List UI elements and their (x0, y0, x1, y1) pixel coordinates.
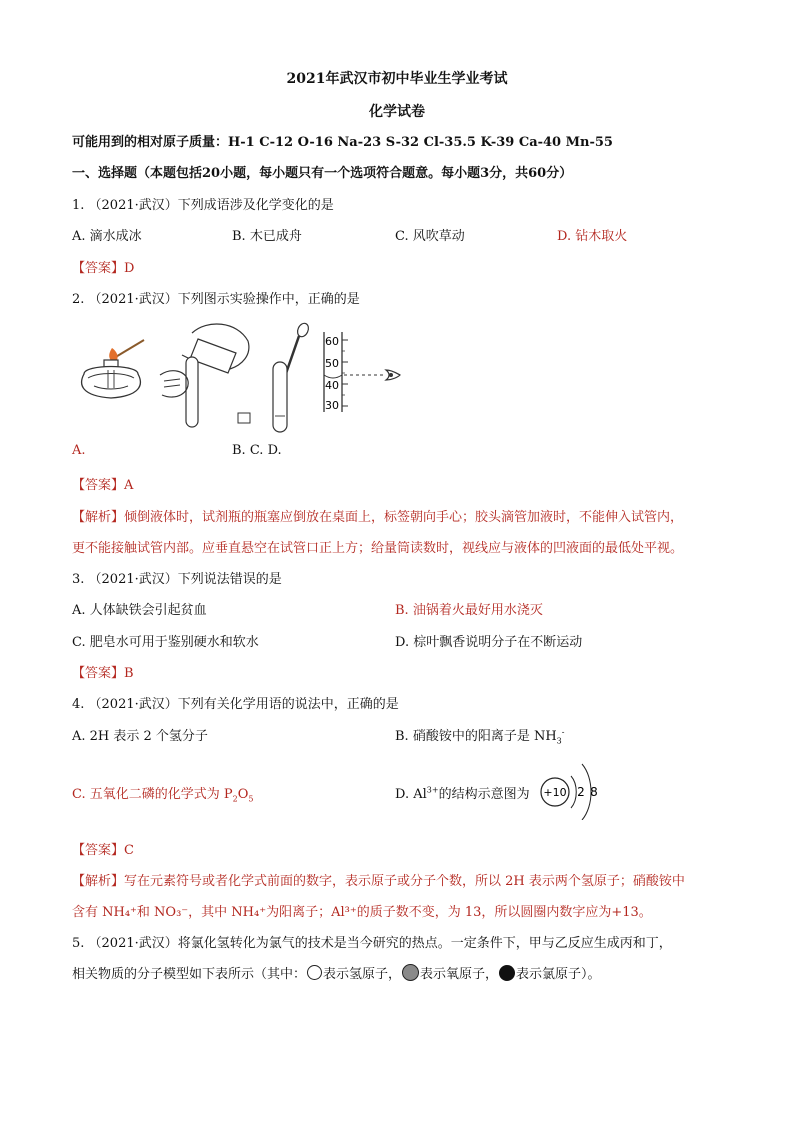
q3-option-c: C. 肥皂水可用于鉴别硬水和软水 (72, 635, 259, 650)
q3-option-b: B. 油锅着火最好用水浇灭 (395, 603, 543, 618)
match-stick (114, 340, 144, 358)
q4-answer: 【答案】C (72, 843, 134, 858)
exam-title: 2021年武汉市初中毕业生学业考试 (286, 71, 508, 87)
q3-option-a: A. 人体缺铁会引起贫血 (72, 603, 207, 618)
q1-option-d: D. 钻木取火 (557, 229, 628, 244)
electron-shell-1 (571, 776, 576, 808)
tick-50: 50 (325, 357, 339, 370)
q5-stem: 5. （2021·武汉）将氯化氢转化为氯气的技术是当今研究的热点。一定条件下，甲与乙反应生成丙和丁， (72, 936, 672, 951)
q4-analysis-line1: 【解析】写在元素符号或者化学式前面的数字，表示原子或分子个数，所以 2H 表示两个氢原子；硝酸铵中 (72, 874, 685, 889)
dropper-figure (265, 320, 320, 435)
q1-answer: 【答案】D (72, 261, 135, 276)
test-tube (273, 362, 287, 432)
q4-option-d: D. $Al^{3+}$的结构示意图为 (395, 785, 530, 802)
shell-1-count: 2 (577, 785, 585, 799)
exam-subtitle: 化学试卷 (369, 104, 425, 120)
q4-analysis-line2: 含有 NH₄⁺和 NO₃⁻，其中 NH₄⁺为阳离子；Al³⁺的质子数不变，为 13，所以圆圈内数字应为+13。 (72, 905, 652, 920)
q1-option-a: A. 滴水成冰 (72, 229, 142, 244)
nucleus-charge: +10 (543, 786, 567, 799)
q2-stem: 2. （2021·武汉）下列图示实验操作中，正确的是 (72, 292, 360, 307)
q3-option-d: D. 棕叶飘香说明分子在不断运动 (395, 635, 583, 650)
q1-stem: 1. （2021·武汉）下列成语涉及化学变化的是 (72, 198, 334, 213)
q4-option-b: B. 硝酸铵中的阳离子是 $NH_3^-$ (395, 727, 565, 746)
bottle-stopper (238, 413, 250, 423)
q1-option-b: B. 木已成舟 (232, 229, 302, 244)
section-heading: 一、选择题（本题包括20小题，每小题只有一个选项符合题意。每小题3分，共60分） (72, 166, 573, 181)
q2-options-bcd: B. C. D. (232, 443, 282, 458)
q2-answer: 【答案】A (72, 478, 134, 493)
q1-option-c: C. 风吹草动 (395, 229, 465, 244)
q5-legend-line: 相关物质的分子模型如下表所示（其中： 表示氢原子， 表示氧原子， 表示氯原子）。 (72, 963, 601, 982)
alcohol-lamp-figure (74, 330, 149, 410)
atomic-mass-line: 可能用到的相对原子质量：H-1 C-12 O-16 Na-23 S-32 Cl-35.5 K-39 Ca-40 Mn-55 (72, 135, 613, 150)
q4-option-a: A. 2H 表示 2 个氢分子 (72, 729, 208, 744)
tick-60: 60 (325, 335, 339, 348)
graduated-cylinder-figure (320, 328, 405, 416)
q3-answer: 【答案】B (72, 666, 134, 681)
oxygen-atom-icon (402, 964, 419, 981)
hydrogen-atom-icon (307, 965, 322, 980)
q2-option-a: A. (72, 443, 86, 458)
q4-stem: 4. （2021·武汉）下列有关化学用语的说法中，正确的是 (72, 697, 399, 712)
tick-30: 30 (325, 399, 339, 412)
q3-stem: 3. （2021·武汉）下列说法错误的是 (72, 572, 282, 587)
q4-option-c: C. 五氧化二磷的化学式为 $P_2O_5$ (72, 787, 254, 804)
shell-2-count: 8 (590, 785, 598, 799)
tick-40: 40 (325, 379, 339, 392)
test-tube (186, 357, 198, 427)
q2-analysis-line1: 【解析】倾倒液体时，试剂瓶的瓶塞应倒放在桌面上，标签朝向手心；胶头滴管加液时，不能伸入试管内， (72, 510, 684, 525)
ion-structure-diagram (538, 758, 608, 820)
q2-analysis-line2: 更不能接触试管内部。应垂直悬空在试管口正上方；给量筒读数时，视线应与液体的凹液面的最低处平视。 (72, 541, 684, 556)
chlorine-atom-icon (499, 965, 515, 981)
pouring-liquid-figure (152, 315, 262, 430)
